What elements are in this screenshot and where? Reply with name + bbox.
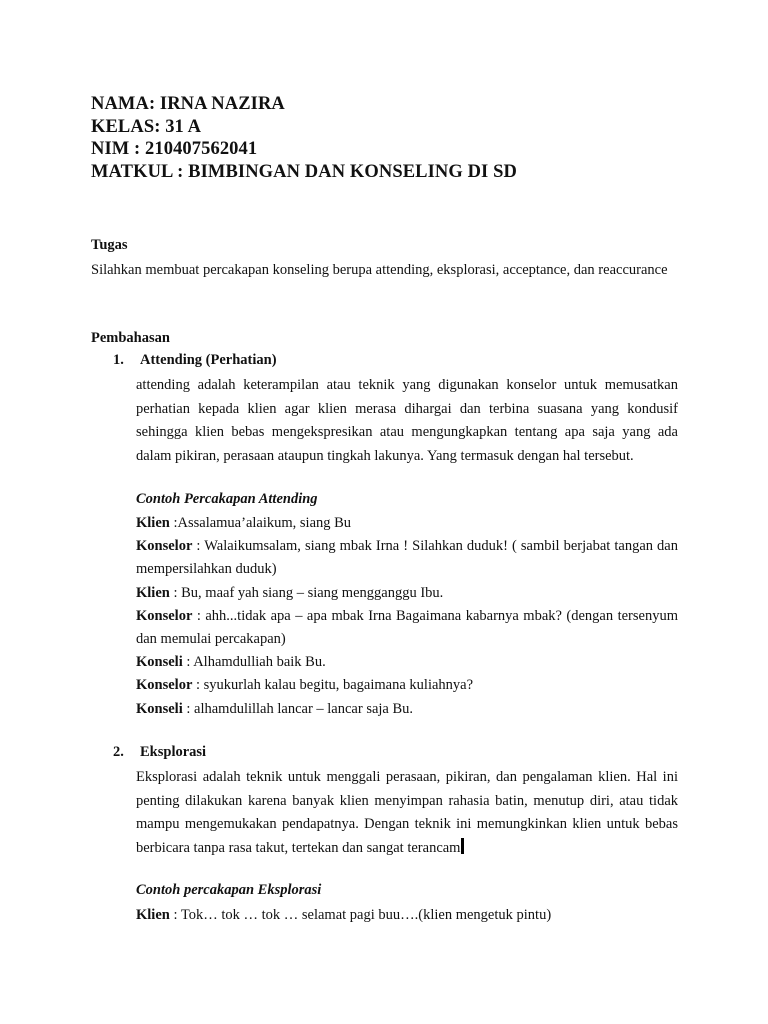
dialog-speaker: Konseli [136, 700, 183, 717]
text-cursor [461, 838, 464, 854]
dialog-text: : alhamdulillah lancar – lancar saja Bu. [182, 700, 414, 717]
dialog-line [136, 582, 678, 605]
student-header [91, 93, 517, 183]
student-name: NAMA: IRNA NAZIRA [91, 94, 285, 114]
item-2-description [136, 766, 678, 860]
item-1-dialog [136, 512, 678, 721]
dialog-line [136, 651, 678, 674]
dialog-line [136, 698, 678, 721]
item-2-example-title: Contoh percakapan Eksplorasi [136, 882, 322, 898]
student-class: KELAS: 31 A [91, 116, 202, 137]
item-2-description-text: Eksplorasi adalah teknik untuk menggali perasaan, pikiran, dan pengalaman klien. Hal ini penting dilakukan karena banyak klien menyimpan rahasia batin, menutup diri, atau tidak mampu mengemukakan pendapatnya. Dengan teknik ini memungkinkan klien untuk bebas berbicara tanpa rasa takut, tertekan dan sangat terancam [136, 769, 678, 856]
item-2-number: 2. [113, 744, 124, 760]
item-2-title: Eksplorasi [140, 744, 207, 760]
item-2-heading [113, 744, 206, 761]
dialog-text: : Tok… tok … tok … selamat pagi buu….(klien mengetuk pintu) [169, 907, 552, 923]
dialog-speaker: Klien [136, 515, 170, 531]
dialog-text: : Bu, maaf yah siang – siang mengganggu Ibu. [169, 584, 444, 601]
dialog-text: : Alhamdulliah baik Bu. [182, 654, 326, 671]
pembahasan-heading: Pembahasan [91, 330, 170, 346]
dialog-text: : syukurlah kalau begitu, bagaimana kuliahnya? [192, 677, 474, 694]
item-1-description: attending adalah keterampilan atau teknik yang digunakan konselor untuk memusatkan perhatian kepada klien agar klien merasa dihargai dan terbina suasana yang kondusif sehingga klien bebas mengekspresikan atau mengungkapkan tentang apa saja yang ada dalam pikiran, perasaan ataupun tingkah lakunya. Yang termasuk dengan hal tersebut. [136, 377, 678, 464]
item-1-number: 1. [113, 352, 124, 368]
dialog-line [136, 605, 678, 651]
dialog-text: :Assalamua’alaikum, siang Bu [169, 515, 352, 531]
item-1-title: Attending (Perhatian) [140, 352, 277, 368]
dialog-line [136, 904, 678, 927]
dialog-text: : Walaikumsalam, siang mbak Irna ! Silahkan duduk! ( sambil berjabat tangan dan mempersilahkan duduk) [136, 538, 678, 578]
dialog-speaker: Konselor [136, 538, 193, 555]
student-nim: NIM : 210407562041 [91, 139, 258, 159]
dialog-speaker: Konselor [136, 677, 193, 694]
item-2-dialog [136, 904, 678, 927]
dialog-line [136, 674, 678, 697]
dialog-text: : ahh...tidak apa – apa mbak Irna Bagaimana kabarnya mbak? (dengan tersenyum dan memulai percakapan) [136, 607, 678, 648]
dialog-line [136, 535, 678, 581]
tugas-heading: Tugas [91, 237, 128, 253]
dialog-speaker: Klien [136, 584, 170, 601]
tugas-text: Silahkan membuat percakapan konseling berupa attending, eksplorasi, acceptance, dan reaccurance [91, 262, 668, 278]
dialog-speaker: Konselor [136, 607, 193, 624]
dialog-speaker: Konseli [136, 654, 183, 671]
dialog-line [136, 512, 678, 535]
item-1-example-title: Contoh Percakapan Attending [136, 491, 318, 507]
course-name: MATKUL : BIMBINGAN DAN KONSELING DI SD [91, 161, 517, 182]
item-1-heading [113, 352, 277, 369]
dialog-speaker: Klien [136, 907, 170, 923]
